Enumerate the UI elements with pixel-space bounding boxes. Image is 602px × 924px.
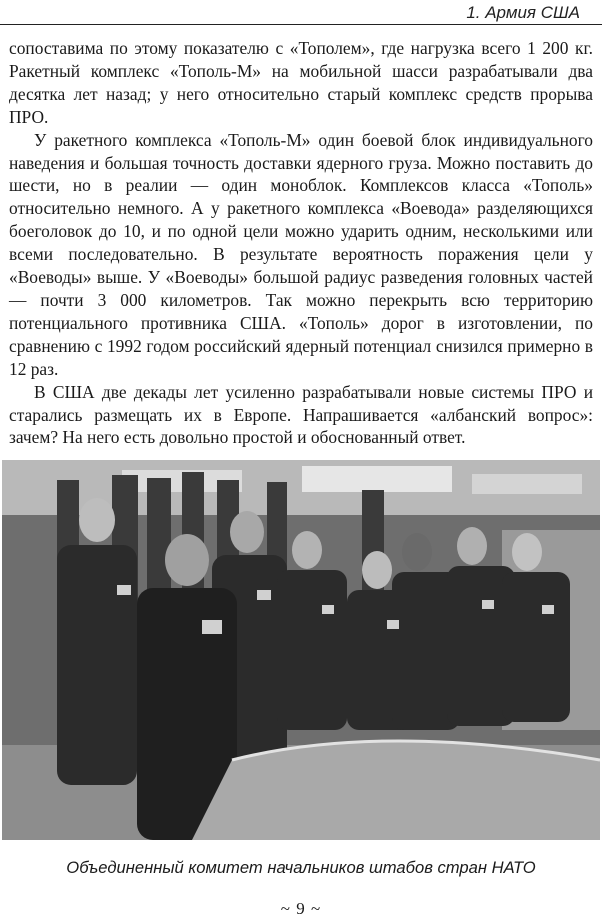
paragraph-1: сопоставима по этому показателю с «Тополем», где нагрузка всего 1 200 кг. Ракетный комплекс «Тополь-М» на мобильной шасси разрабатывали два десятка лет назад; у него относительно старый комплекс средств прорыва ПРО. [9,38,593,127]
running-head [0,0,602,26]
group-photo [2,460,600,840]
body-text [9,37,593,449]
figure-caption: Объединенный комитет начальников штабов стран НАТО [66,858,536,877]
page-number: ~ 9 ~ [280,899,322,918]
header-rule [0,24,602,25]
paragraph-2: У ракетного комплекса «Тополь-М» один боевой блок индивидуального наведения и большая точность доставки ядерного груза. Можно поставить до шести, но в реалии — один моноблок. Комплексов класса «Тополь» относительно немного. А у ракетного комплекса «Воевода» разделяющихся боеголовок до 10, и по одной цели можно ударить одним, несколькими или всеми последовательно. В результате вероятность поражения цели у «Воеводы» выше. У «Воеводы» большой радиус разведения головных частей — почти 3 000 километров. Так можно перекрыть всю территорию потенциального противника США. «Тополь» дорог в изготовлении, по сравнению с 1992 годом российский ядерный потенциал снизился примерно в 12 раз. [9,129,593,379]
paragraph-3: В США две декады лет усиленно разрабатывали новые системы ПРО и старались размещать их в Европе. Напрашивается «албанский вопрос»: зачем? На него есть довольно простой и обоснованный ответ. [9,381,593,448]
running-title: 1. Армия США [466,3,580,22]
